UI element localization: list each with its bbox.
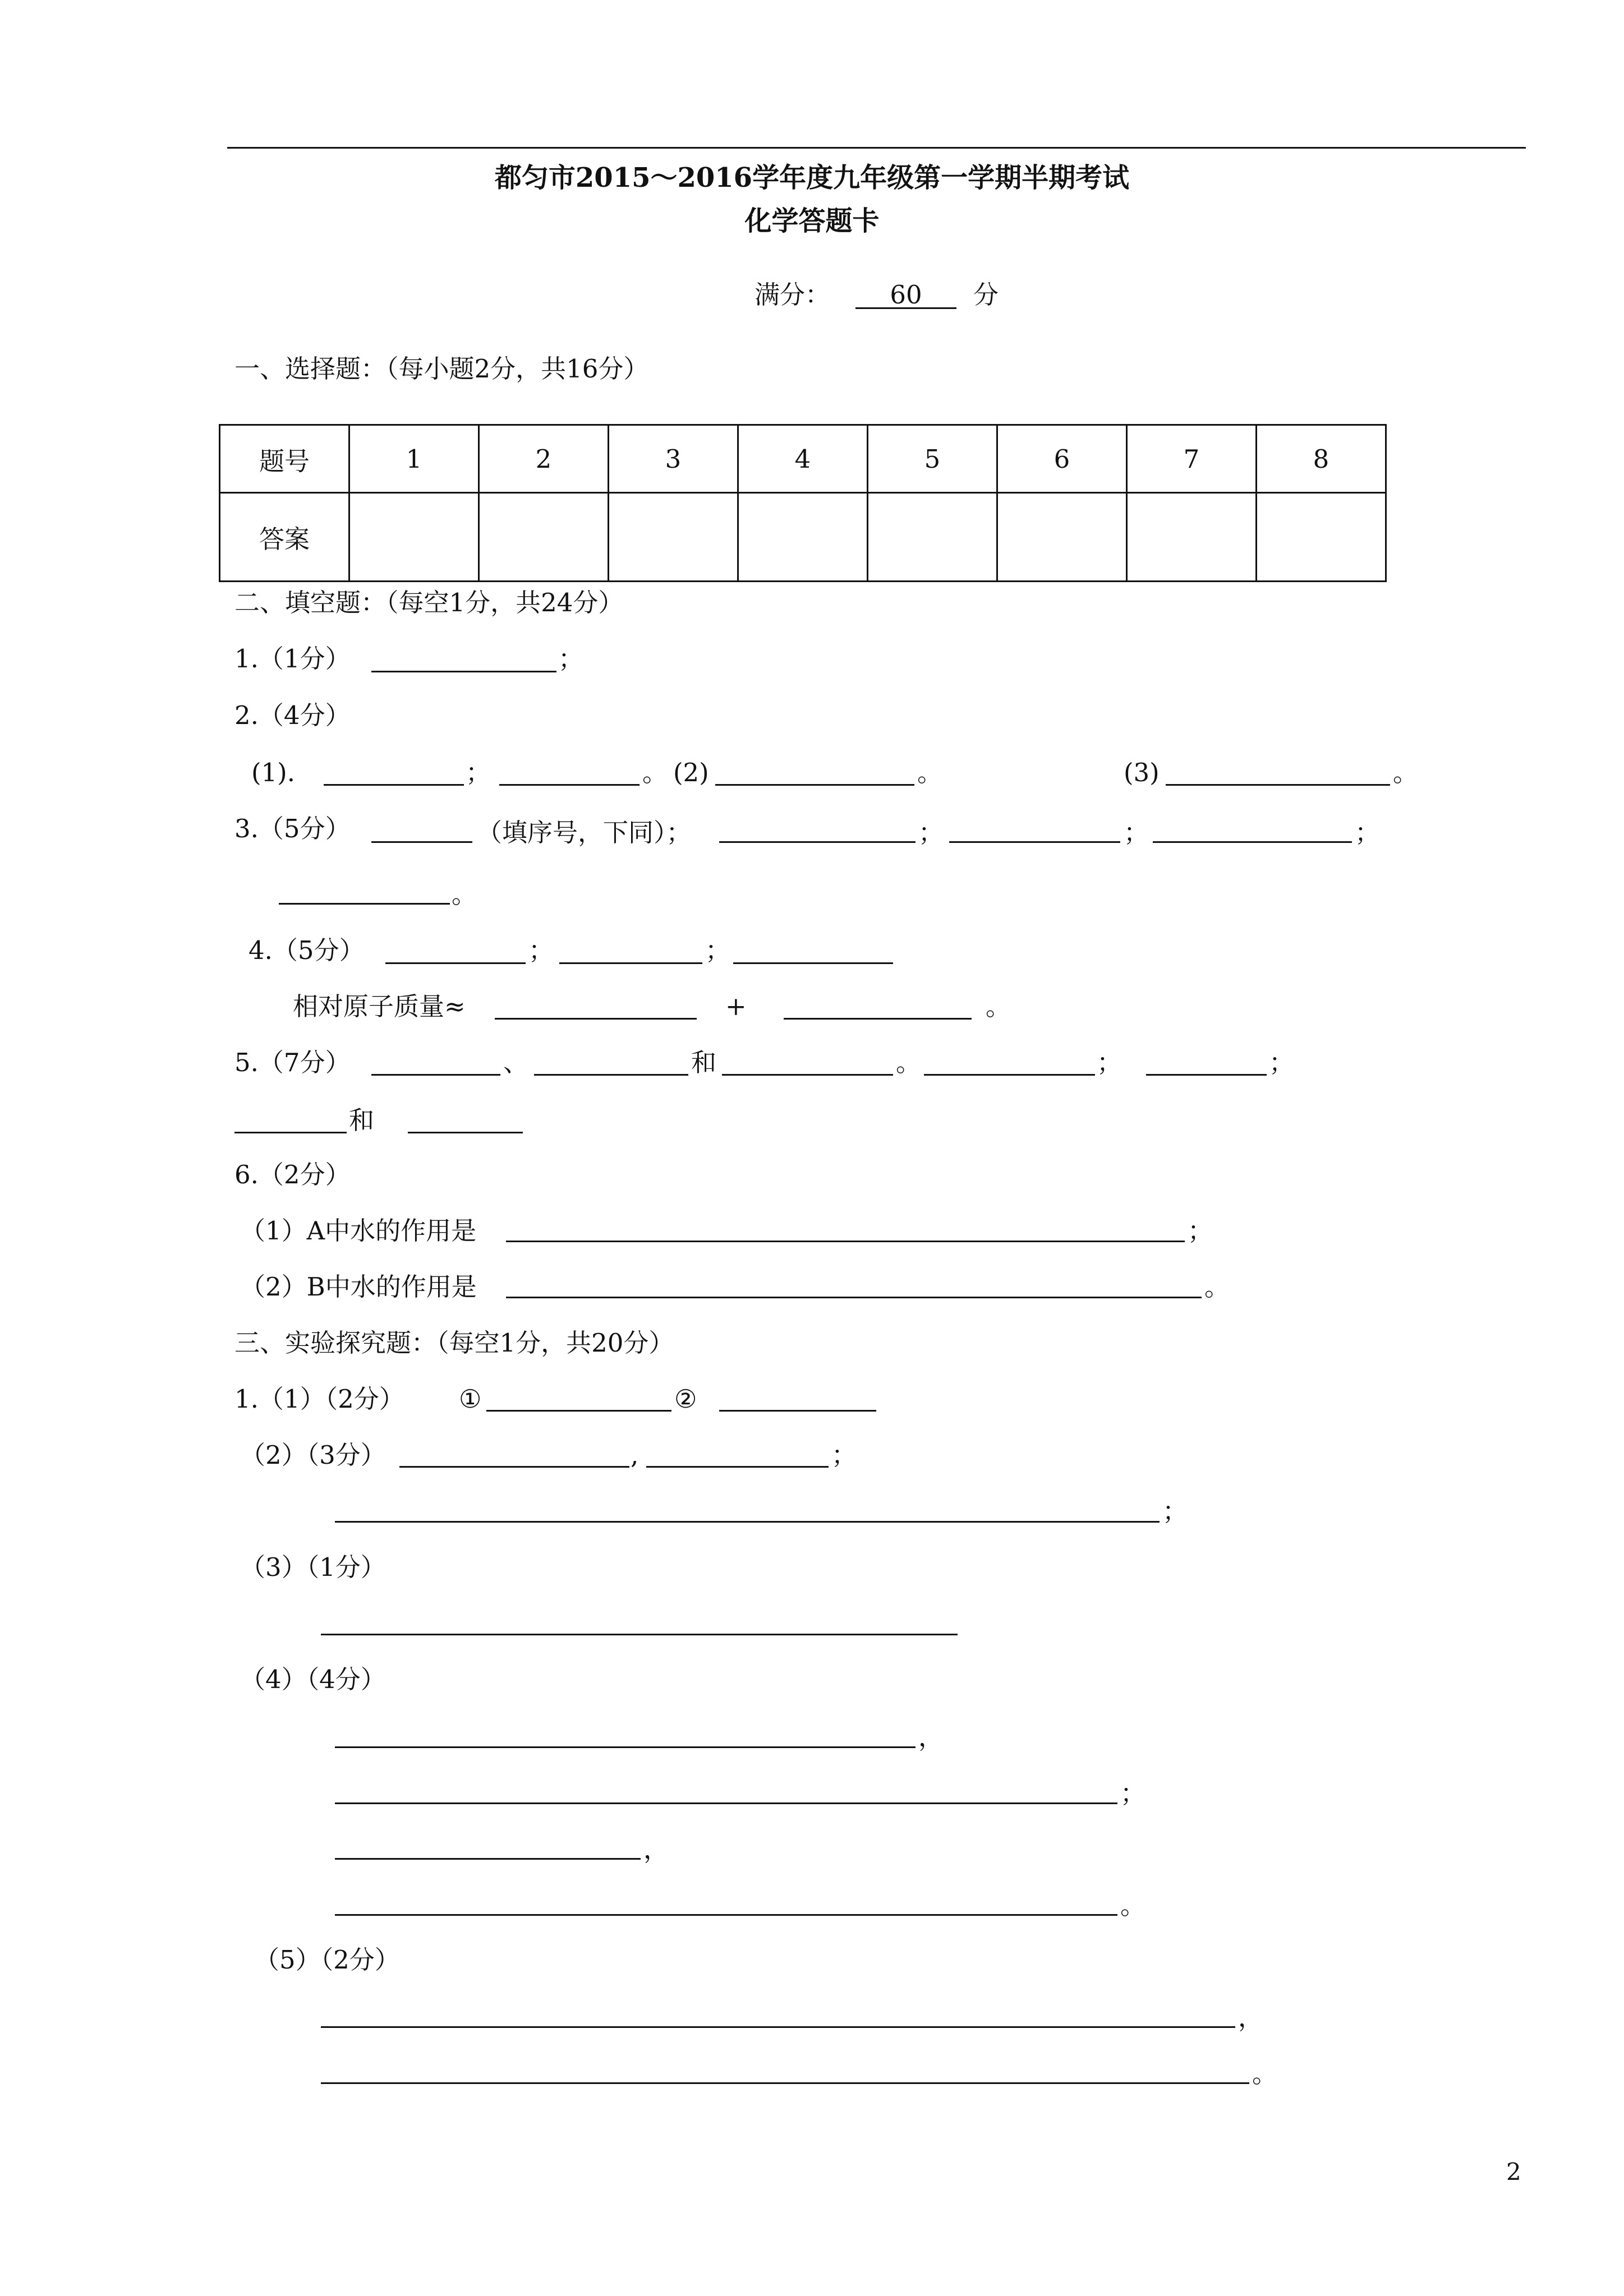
punct: 。	[896, 1048, 922, 1077]
answer-blank[interactable]	[321, 2082, 1249, 2084]
question-number: 1	[349, 425, 479, 493]
s2-q2-part3: (3)	[1124, 758, 1160, 787]
table-row	[220, 493, 1386, 582]
answer-blank[interactable]	[506, 1297, 1202, 1298]
punct: 。	[1393, 758, 1419, 787]
punct: ；	[1162, 1496, 1188, 1526]
punct: ；	[1120, 1778, 1146, 1808]
punct: 。	[917, 758, 943, 787]
answer-blank[interactable]	[371, 1074, 500, 1076]
answer-blank[interactable]	[924, 1074, 1095, 1076]
header-rule	[227, 147, 1526, 149]
punct: 。	[986, 992, 1011, 1021]
punct: 、	[503, 1048, 529, 1077]
punct: ；	[1269, 1048, 1295, 1077]
answer-blank[interactable]	[1166, 784, 1390, 786]
answer-blank[interactable]	[321, 1634, 958, 1635]
question-number: 8	[1257, 425, 1386, 493]
answer-blank[interactable]	[949, 841, 1120, 843]
page-number: 2	[1506, 2158, 1521, 2186]
punct: ,	[631, 1440, 639, 1470]
punct: 。	[1204, 1272, 1230, 1302]
answer-blank[interactable]	[335, 1802, 1117, 1804]
question-number: 7	[1127, 425, 1257, 493]
question-number: 5	[868, 425, 997, 493]
answer-cell[interactable]	[479, 493, 609, 582]
punct: 。	[452, 879, 477, 909]
score-underline	[855, 307, 956, 309]
answer-blank[interactable]	[399, 1466, 629, 1468]
question-number: 6	[997, 425, 1127, 493]
answer-blank[interactable]	[371, 671, 556, 672]
s2-q5-label: 5.（7分）	[234, 1048, 351, 1077]
answer-table	[219, 424, 1387, 582]
answer-cell[interactable]	[738, 493, 868, 582]
s2-q6-label: 6.（2分）	[234, 1160, 351, 1190]
answer-blank[interactable]	[499, 784, 640, 786]
s3-q1-3-label: （3）（1分）	[240, 1552, 386, 1582]
answer-cell[interactable]	[1257, 493, 1386, 582]
answer-cell[interactable]	[997, 493, 1127, 582]
answer-cell[interactable]	[609, 493, 738, 582]
row-label-answer: 答案	[220, 493, 349, 582]
answer-blank[interactable]	[506, 1241, 1185, 1242]
circle-one: ①	[459, 1384, 482, 1414]
answer-blank[interactable]	[335, 1746, 915, 1748]
question-number: 2	[479, 425, 609, 493]
s3-q1-5-label: （5）（2分）	[254, 1945, 400, 1975]
table-row	[220, 425, 1386, 493]
answer-blank[interactable]	[719, 1410, 876, 1412]
punct: ，	[643, 1834, 669, 1864]
answer-blank[interactable]	[371, 841, 472, 843]
s2-q3-label: 3.（5分）	[234, 814, 351, 843]
s2-q6-b: （2）B中水的作用是	[240, 1272, 477, 1302]
punct: 。	[642, 758, 668, 787]
punct: 。	[1252, 2059, 1278, 2088]
question-number: 3	[609, 425, 738, 493]
answer-blank[interactable]	[722, 1074, 893, 1076]
answer-blank[interactable]	[715, 784, 914, 786]
exam-subtitle: 化学答题卡	[744, 205, 880, 237]
s2-q4-label: 4.（5分）	[249, 935, 365, 965]
answer-blank[interactable]	[335, 1521, 1160, 1523]
s3-q1-2-label: （2）（3分）	[240, 1440, 386, 1470]
section1-heading: 一、选择题：（每小题2分，共16分）	[234, 354, 649, 384]
answer-cell[interactable]	[1127, 493, 1257, 582]
answer-blank[interactable]	[733, 962, 893, 964]
score-unit: 分	[973, 280, 999, 310]
answer-blank[interactable]	[335, 1858, 641, 1860]
answer-blank[interactable]	[385, 962, 526, 964]
question-number: 4	[738, 425, 868, 493]
s3-q1-1-label: 1.（1）（2分）	[234, 1384, 404, 1414]
answer-blank[interactable]	[646, 1466, 829, 1468]
punct: ，	[1238, 2003, 1264, 2032]
section3-heading: 三、实验探究题：（每空1分，共20分）	[234, 1328, 674, 1358]
and-word: 和	[349, 1105, 375, 1135]
punct: ；	[1188, 1216, 1213, 1246]
answer-blank[interactable]	[321, 2026, 1235, 2028]
score-label: 满分：	[755, 280, 831, 310]
section2-heading: 二、填空题：（每空1分，共24分）	[234, 588, 624, 617]
answer-blank[interactable]	[1153, 841, 1352, 843]
answer-blank[interactable]	[1146, 1074, 1267, 1076]
s2-q4-formula: 相对原子质量≈	[293, 992, 466, 1021]
punct: ；	[831, 1440, 857, 1470]
answer-cell[interactable]	[868, 493, 997, 582]
answer-blank[interactable]	[279, 903, 450, 905]
answer-blank[interactable]	[719, 841, 915, 843]
answer-blank[interactable]	[234, 1132, 347, 1133]
answer-blank[interactable]	[534, 1074, 688, 1076]
s2-q3-note: （填序号，下同）；	[477, 818, 692, 847]
plus-sign: +	[725, 992, 747, 1021]
punct: ；	[1355, 818, 1381, 847]
punct: 。	[1120, 1891, 1146, 1920]
answer-blank[interactable]	[784, 1018, 972, 1020]
punct: ；	[528, 935, 554, 965]
answer-blank[interactable]	[559, 962, 702, 964]
answer-blank[interactable]	[408, 1132, 523, 1133]
s2-q6-a: （1）A中水的作用是	[240, 1216, 477, 1246]
answer-blank[interactable]	[335, 1914, 1117, 1916]
punct: ；	[466, 758, 491, 787]
punct: ；	[705, 935, 731, 965]
punct: ，	[918, 1722, 944, 1752]
exam-title: 都匀市2015～2016学年度九年级第一学期半期考试	[494, 162, 1130, 193]
s2-q2-label: 2.（4分）	[234, 700, 351, 730]
punct: ；	[918, 818, 944, 847]
s2-q1-label: 1.（1分）	[234, 644, 351, 674]
answer-cell[interactable]	[349, 493, 479, 582]
punct: ；	[558, 644, 584, 674]
and-word: 和	[691, 1048, 717, 1077]
row-label-number: 题号	[220, 425, 349, 493]
punct: ；	[1097, 1048, 1122, 1077]
s2-q2-part1: (1).	[251, 758, 296, 787]
answer-blank[interactable]	[495, 1018, 697, 1020]
s3-q1-4-label: （4）（4分）	[240, 1665, 386, 1694]
circle-two: ②	[674, 1384, 697, 1414]
score-value: 60	[890, 280, 922, 310]
punct: ；	[1124, 818, 1149, 847]
answer-blank[interactable]	[324, 784, 464, 786]
s2-q2-part2: (2)	[673, 758, 709, 787]
answer-blank[interactable]	[486, 1410, 671, 1412]
